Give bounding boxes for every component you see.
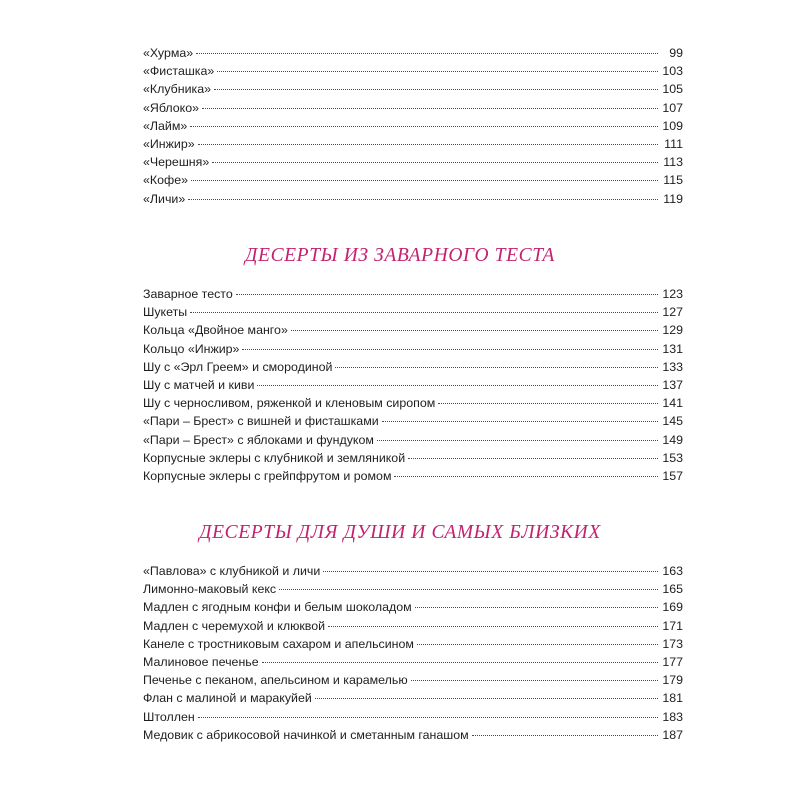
toc-entry-title: Шу с «Эрл Греем» и смородиной <box>143 359 333 374</box>
toc-entry <box>143 44 683 62</box>
toc-entry-title: Корпусные эклеры с грейпфрутом и ромом <box>143 468 392 483</box>
dot-leader <box>217 71 658 72</box>
dot-leader <box>315 698 658 699</box>
dot-leader <box>415 607 658 608</box>
toc-list-first <box>143 44 683 208</box>
dot-leader <box>190 126 658 127</box>
toc-entry-title: Мадлен с черемухой и клюквой <box>143 618 326 633</box>
toc-entry-title: Штоллен <box>143 709 195 724</box>
toc-entry-title: Флан с малиной и маракуйей <box>143 691 312 706</box>
toc-entry <box>143 153 683 171</box>
toc-entry-page: 165 <box>662 582 683 597</box>
dot-leader <box>323 571 658 572</box>
toc-entry <box>143 303 683 321</box>
toc-entry <box>143 321 683 339</box>
toc-entry <box>143 358 683 376</box>
toc-entry-title: «Инжир» <box>143 136 195 151</box>
toc-entry-page: 169 <box>662 600 683 615</box>
dot-leader <box>279 589 658 590</box>
toc-entry <box>143 285 683 303</box>
toc-entry-title: Корпусные эклеры с клубникой и земляникой <box>143 450 406 465</box>
toc-entry-page: 187 <box>662 727 683 742</box>
dot-leader <box>198 144 658 145</box>
toc-entry-title: «Кофе» <box>143 173 188 188</box>
dot-leader <box>190 312 658 313</box>
toc-entry <box>143 671 683 689</box>
dot-leader <box>214 89 658 90</box>
toc-entry-page: 157 <box>662 468 683 483</box>
toc-entry-title: «Клубника» <box>143 82 212 97</box>
toc-entry-title: Кольцо «Инжир» <box>143 341 240 356</box>
toc-entry-page: 115 <box>663 173 683 188</box>
toc-entry <box>143 62 683 80</box>
toc-entry-page: 119 <box>663 191 683 206</box>
toc-entry-title: «Черешня» <box>143 155 210 170</box>
toc-entry-page: 177 <box>662 654 683 669</box>
dot-leader <box>198 717 658 718</box>
toc-entry <box>143 449 683 467</box>
toc-entry-page: 107 <box>662 100 683 115</box>
toc-list-soul <box>143 562 683 744</box>
toc-entry-title: «Фисташка» <box>143 64 215 79</box>
toc-entry-page: 129 <box>662 323 683 338</box>
dot-leader <box>291 330 658 331</box>
toc-entry-title: Медовик с абрикосовой начинкой и сметанным ганашом <box>143 727 469 742</box>
toc-entry <box>143 562 683 580</box>
toc-entry-title: «Пари – Брест» с яблоками и фундуком <box>143 432 374 447</box>
toc-entry <box>143 431 683 449</box>
toc-entry-page: 153 <box>662 450 683 465</box>
toc-entry-title: «Пари – Брест» с вишней и фисташками <box>143 414 379 429</box>
dot-leader <box>394 476 658 477</box>
toc-entry-title: Малиновое печенье <box>143 654 259 669</box>
dot-leader <box>236 294 658 295</box>
toc-entry-page: 111 <box>664 136 683 151</box>
toc-entry <box>143 171 683 189</box>
toc-entry-page: 133 <box>662 359 683 374</box>
toc-entry-title: «Хурма» <box>143 46 194 60</box>
section-heading-soul: ДЕСЕРТЫ ДЛЯ ДУШИ И САМЫХ БЛИЗКИХ <box>199 522 601 543</box>
toc-entry-title: «Яблоко» <box>143 100 199 115</box>
dot-leader <box>242 349 658 350</box>
toc-entry-title: Шукеты <box>143 305 188 320</box>
dot-leader <box>438 403 658 404</box>
toc-entry <box>143 135 683 153</box>
dot-leader <box>202 108 658 109</box>
toc-entry-title: «Павлова» с клубникой и личи <box>143 564 321 578</box>
toc-entry-page: 163 <box>662 564 683 578</box>
toc-entry-page: 179 <box>662 673 683 688</box>
toc-entry-title: Канеле с тростниковым сахаром и апельсином <box>143 636 414 651</box>
toc-entry <box>143 653 683 671</box>
toc-entry-page: 123 <box>662 287 683 301</box>
toc-entry-page: 103 <box>662 64 683 79</box>
toc-entry-page: 113 <box>663 155 683 170</box>
dot-leader <box>328 626 658 627</box>
toc-entry <box>143 376 683 394</box>
toc-entry-page: 137 <box>662 377 683 392</box>
dot-leader <box>382 421 658 422</box>
toc-entry-page: 105 <box>662 82 683 97</box>
toc-entry-title: Печенье с пеканом, апельсином и карамелью <box>143 673 408 688</box>
toc-entry-page: 145 <box>662 414 683 429</box>
toc-entry-page: 141 <box>662 396 683 411</box>
toc-entry-title: Заварное тесто <box>143 287 233 301</box>
toc-entry <box>143 708 683 726</box>
toc-entry-page: 173 <box>662 636 683 651</box>
toc-entry <box>143 99 683 117</box>
toc-entry <box>143 117 683 135</box>
toc-entry <box>143 635 683 653</box>
toc-entry <box>143 617 683 635</box>
toc-entry <box>143 394 683 412</box>
toc-entry <box>143 580 683 598</box>
toc-entry-page: 131 <box>662 341 683 356</box>
toc-entry-title: «Лайм» <box>143 118 188 133</box>
dot-leader <box>257 385 658 386</box>
toc-entry-title: Мадлен с ягодным конфи и белым шоколадом <box>143 600 412 615</box>
dot-leader <box>188 199 658 200</box>
dot-leader <box>262 662 658 663</box>
toc-entry-page: 99 <box>669 46 683 60</box>
toc-entry-title: Лимонно-маковый кекс <box>143 582 277 597</box>
toc-list-choux <box>143 285 683 485</box>
toc-entry-page: 171 <box>662 618 683 633</box>
dot-leader <box>411 680 658 681</box>
dot-leader <box>335 367 658 368</box>
dot-leader <box>212 162 658 163</box>
section-heading-choux: ДЕСЕРТЫ ИЗ ЗАВАРНОГО ТЕСТА <box>245 245 555 266</box>
toc-entry <box>143 467 683 485</box>
dot-leader <box>377 440 658 441</box>
toc-entry-title: Кольца «Двойное манго» <box>143 323 288 338</box>
toc-entry <box>143 598 683 616</box>
toc-entry <box>143 412 683 430</box>
toc-entry-page: 181 <box>662 691 683 706</box>
toc-entry-title: Шу с черносливом, ряженкой и кленовым сиропом <box>143 396 436 411</box>
toc-entry <box>143 190 683 208</box>
dot-leader <box>472 735 658 736</box>
toc-entry-page: 109 <box>662 118 683 133</box>
toc-entry <box>143 80 683 98</box>
dot-leader <box>408 458 658 459</box>
toc-entry <box>143 726 683 744</box>
dot-leader <box>191 180 658 181</box>
toc-entry-page: 149 <box>662 432 683 447</box>
toc-entry <box>143 340 683 358</box>
dot-leader <box>417 644 658 645</box>
toc-entry-page: 183 <box>662 709 683 724</box>
dot-leader <box>196 53 658 54</box>
toc-entry-title: «Личи» <box>143 191 186 206</box>
toc-entry-page: 127 <box>662 305 683 320</box>
toc-entry <box>143 689 683 707</box>
toc-entry-title: Шу с матчей и киви <box>143 377 255 392</box>
